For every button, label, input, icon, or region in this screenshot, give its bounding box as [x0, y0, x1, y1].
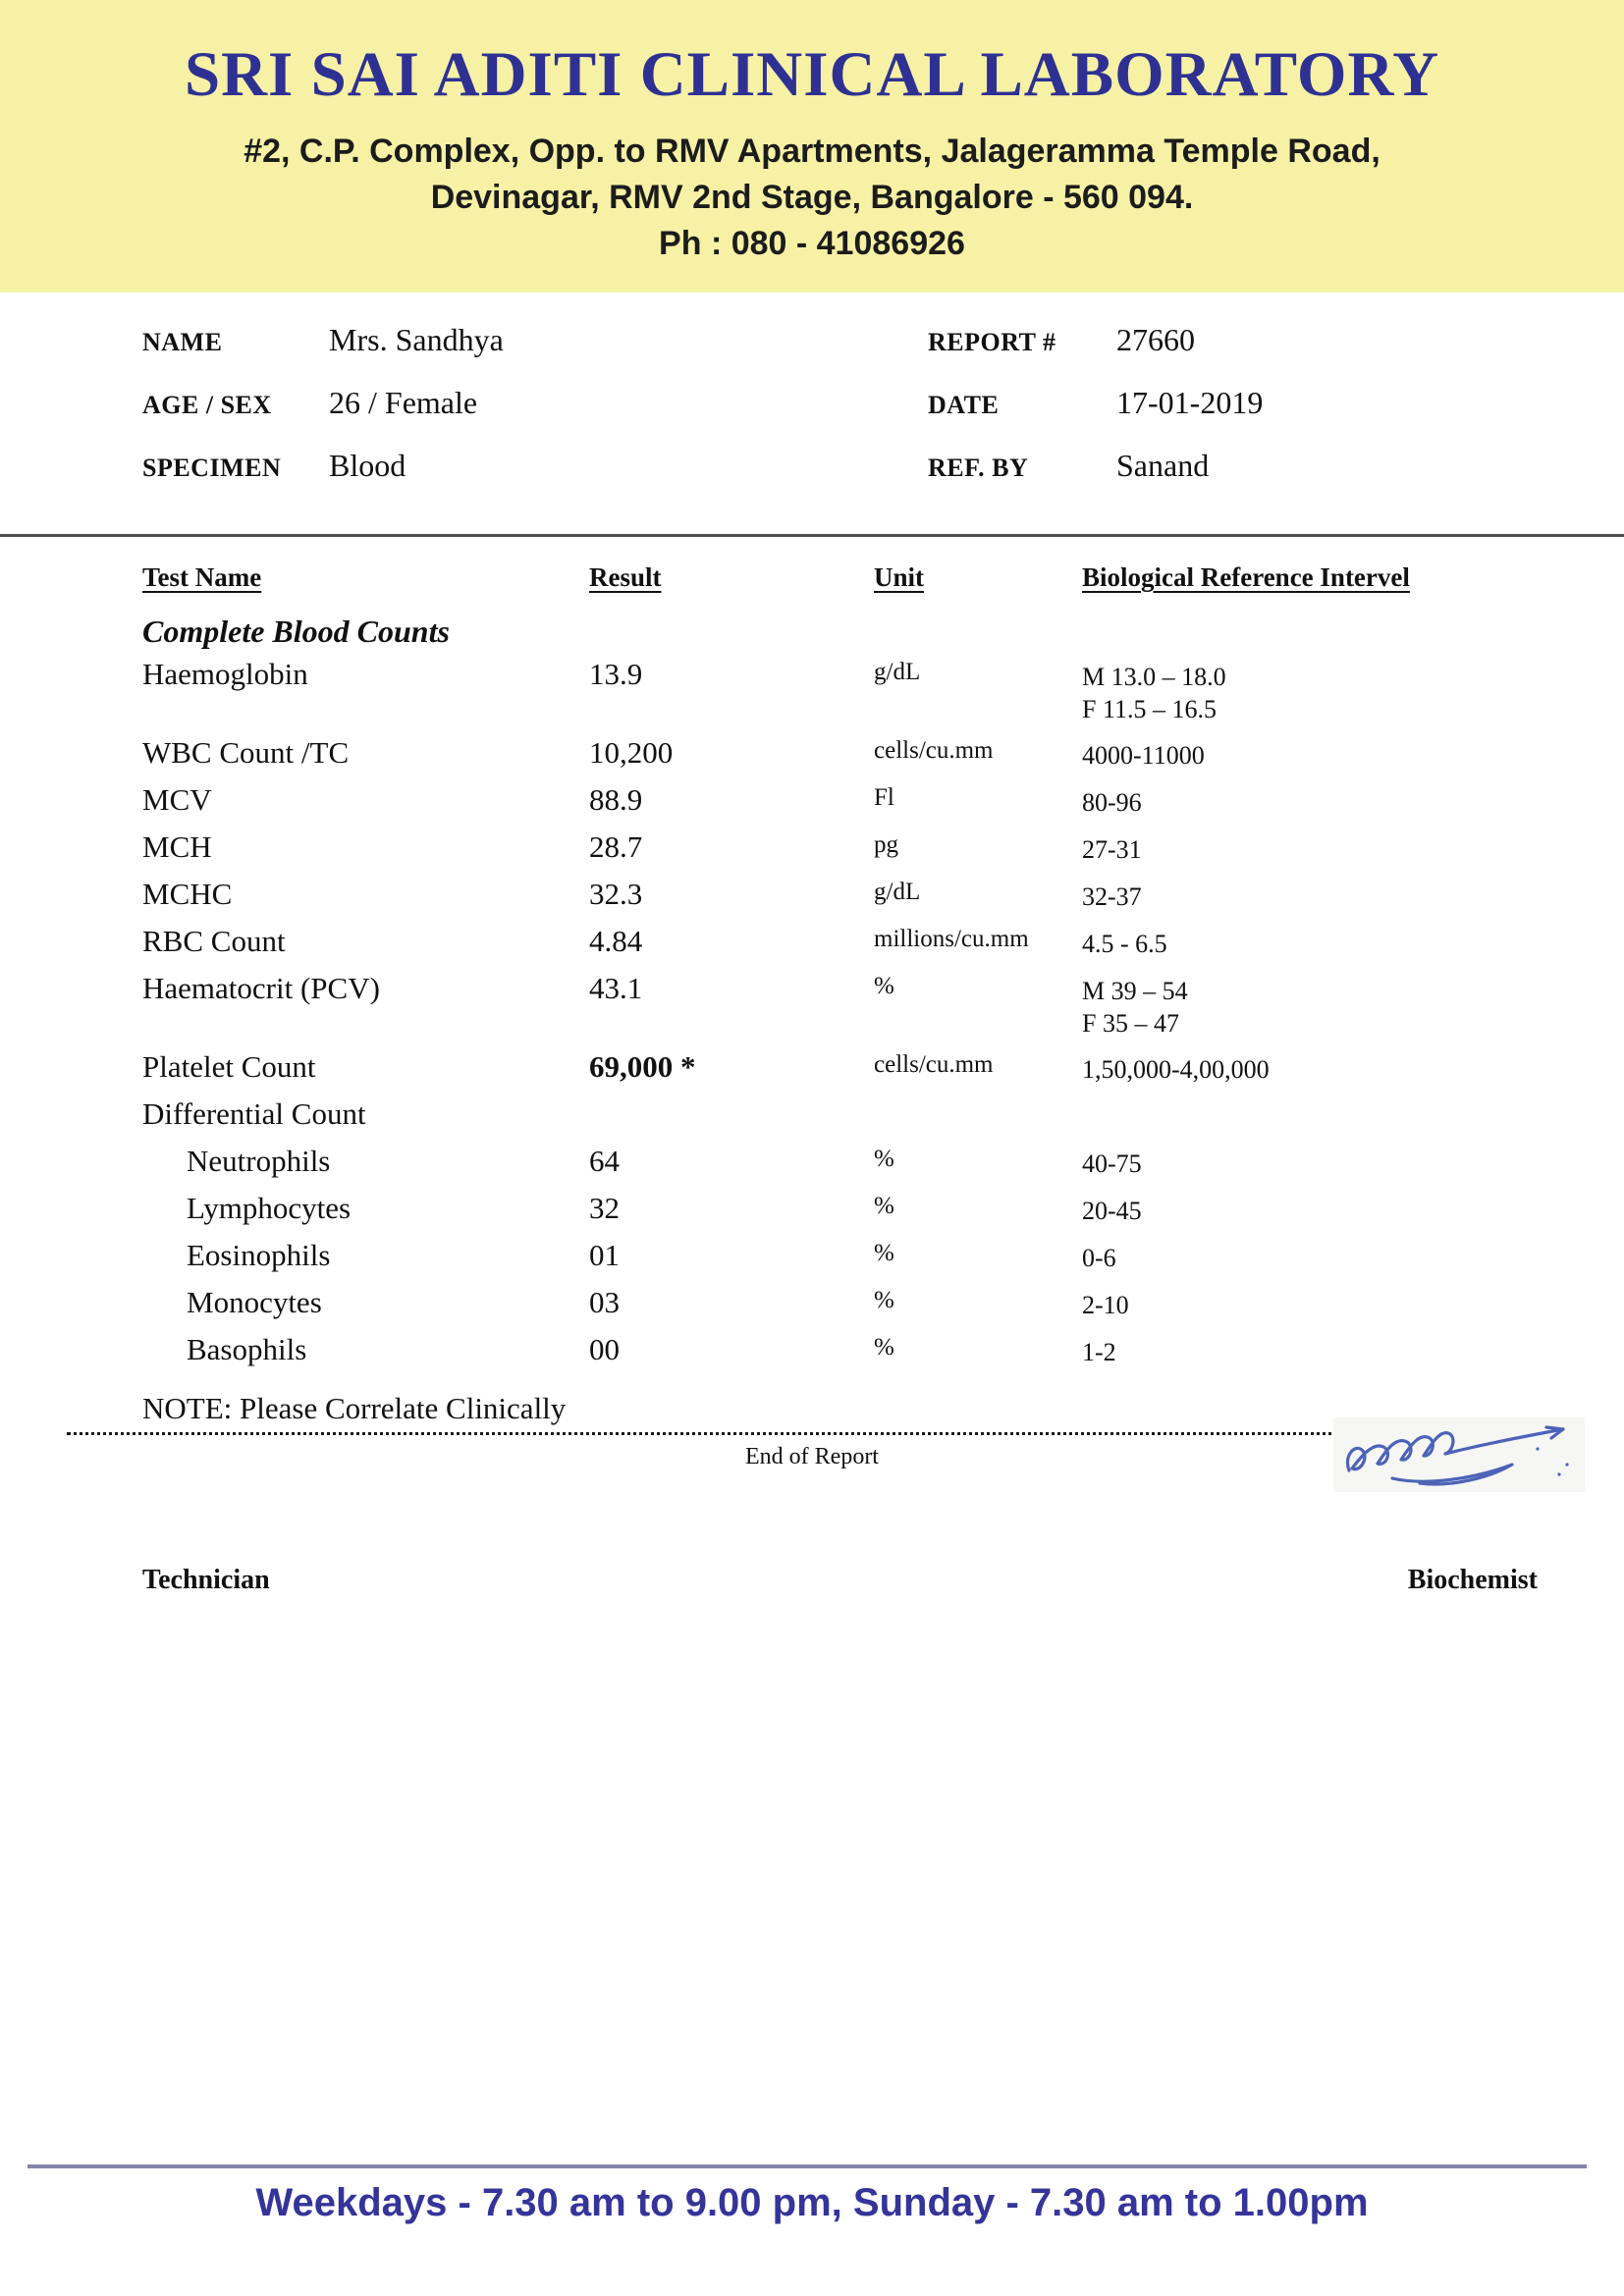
lab-address	[0, 129, 1624, 267]
lab-name: SRI SAI ADITI CLINICAL LABORATORY	[184, 39, 1440, 110]
col-header-unit: Unit	[874, 562, 925, 592]
test-result: 88.9	[589, 782, 643, 817]
test-name: Monocytes	[187, 1285, 322, 1319]
test-name: WBC Count /TC	[142, 735, 350, 770]
test-unit: %	[874, 1334, 894, 1361]
col-header-result: Result	[589, 562, 662, 592]
test-unit: %	[874, 1240, 894, 1266]
date-value: 17-01-2019	[1116, 385, 1264, 420]
header-divider	[0, 534, 1624, 537]
test-reference: 4.5 - 6.5	[1082, 930, 1167, 958]
test-unit: %	[874, 1193, 894, 1219]
report-number-value: 27660	[1116, 322, 1195, 357]
test-name: Lymphocytes	[187, 1191, 352, 1225]
test-reference	[1082, 657, 1585, 725]
specimen-value: Blood	[329, 448, 406, 483]
test-result: 32.3	[589, 877, 643, 911]
test-reference: 20-45	[1082, 1197, 1142, 1225]
test-unit: Fl	[874, 784, 894, 811]
test-reference: 80-96	[1082, 788, 1142, 817]
table-header-row	[0, 562, 1624, 614]
col-header-test-name: Test Name	[142, 562, 262, 592]
test-name: Haemoglobin	[142, 657, 308, 691]
age-sex-label: AGE / SEX	[142, 391, 272, 419]
reference-line-2: F 35 – 47	[1082, 1008, 1179, 1038]
test-result: 32	[589, 1191, 620, 1225]
signature-scribble-icon	[1333, 1417, 1585, 1492]
table-row	[0, 1238, 1624, 1285]
test-result: 43.1	[589, 971, 643, 1005]
test-unit: g/dL	[874, 659, 921, 685]
signature-area	[1333, 1417, 1585, 1492]
clinical-note: NOTE: Please Correlate Clinically	[142, 1391, 567, 1425]
test-unit: %	[874, 1287, 894, 1313]
section-title: Complete Blood Counts	[142, 614, 450, 649]
report-number-label: REPORT #	[928, 328, 1056, 356]
test-reference: 1-2	[1082, 1338, 1116, 1366]
test-reference: 0-6	[1082, 1244, 1116, 1272]
footer-divider	[27, 2164, 1587, 2168]
table-row	[0, 924, 1624, 971]
section-row	[0, 614, 1624, 657]
test-unit: %	[874, 1146, 894, 1172]
patient-info-block	[0, 322, 1624, 510]
test-unit: cells/cu.mm	[874, 1051, 994, 1078]
test-reference: 27-31	[1082, 835, 1142, 864]
age-sex-value: 26 / Female	[329, 385, 478, 420]
test-name: RBC Count	[142, 924, 286, 958]
test-reference: 4000-11000	[1082, 741, 1205, 770]
patient-row-2	[0, 385, 1624, 448]
table-row	[0, 1096, 1624, 1144]
end-of-report-label: End of Report	[745, 1444, 879, 1469]
test-name: Neutrophils	[187, 1144, 331, 1178]
table-row	[0, 782, 1624, 829]
patient-row-1	[0, 322, 1624, 385]
subsection-title: Differential Count	[142, 1096, 366, 1131]
name-label: NAME	[142, 328, 223, 356]
ref-by-label: REF. BY	[928, 454, 1029, 482]
test-name: Basophils	[187, 1332, 307, 1366]
letterhead	[0, 0, 1624, 293]
table-row	[0, 1191, 1624, 1238]
reference-line-1: M 13.0 – 18.0	[1082, 663, 1226, 691]
test-result: 13.9	[589, 657, 643, 691]
test-result: 4.84	[589, 924, 643, 958]
test-unit: g/dL	[874, 879, 921, 905]
test-reference	[1082, 971, 1585, 1040]
col-header-reference: Biological Reference Intervel	[1082, 562, 1410, 592]
lab-phone: Ph : 080 - 41086926	[659, 224, 965, 262]
table-row	[0, 1332, 1624, 1379]
table-row	[0, 877, 1624, 924]
specimen-label: SPECIMEN	[142, 454, 282, 482]
test-result: 28.7	[589, 829, 643, 864]
test-name: MCV	[142, 782, 212, 817]
biochemist-label: Biochemist	[1407, 1565, 1538, 1595]
lab-address-line1: #2, C.P. Complex, Opp. to RMV Apartments, Jalageramma Temple Road,	[244, 133, 1380, 170]
test-reference: 1,50,000-4,00,000	[1082, 1055, 1270, 1084]
test-name: MCH	[142, 829, 212, 864]
test-reference: 40-75	[1082, 1149, 1142, 1178]
test-reference: 32-37	[1082, 882, 1142, 911]
test-name: MCHC	[142, 877, 233, 911]
test-unit: pg	[874, 831, 898, 858]
table-row	[0, 1285, 1624, 1332]
test-result: 00	[589, 1332, 620, 1366]
table-row	[0, 1049, 1624, 1096]
test-name: Platelet Count	[142, 1049, 316, 1084]
test-name: Eosinophils	[187, 1238, 331, 1272]
working-hours: Weekdays - 7.30 am to 9.00 pm, Sunday - 7.30 am to 1.00pm	[255, 2181, 1369, 2224]
lab-address-line2: Devinagar, RMV 2nd Stage, Bangalore - 560 094.	[430, 178, 1194, 216]
reference-line-1: M 39 – 54	[1082, 977, 1188, 1005]
test-unit: cells/cu.mm	[874, 737, 994, 764]
test-reference: 2-10	[1082, 1291, 1129, 1319]
test-result: 03	[589, 1285, 620, 1319]
signoff-row	[0, 1565, 1624, 1596]
patient-row-3	[0, 448, 1624, 510]
test-unit: millions/cu.mm	[874, 926, 1029, 952]
test-unit: %	[874, 973, 894, 999]
test-result-flagged: 69,000 *	[589, 1049, 696, 1084]
test-name: Haematocrit (PCV)	[142, 971, 380, 1005]
table-row	[0, 657, 1624, 735]
test-result: 64	[589, 1144, 620, 1178]
reference-line-2: F 11.5 – 16.5	[1082, 694, 1217, 723]
table-row	[0, 735, 1624, 782]
technician-label: Technician	[142, 1565, 270, 1595]
date-label: DATE	[928, 391, 1000, 419]
ref-by-value: Sanand	[1116, 448, 1210, 483]
test-result: 01	[589, 1238, 620, 1272]
patient-name-value: Mrs. Sandhya	[329, 322, 504, 357]
table-row	[0, 829, 1624, 877]
table-row	[0, 1144, 1624, 1191]
table-row	[0, 971, 1624, 1049]
test-result: 10,200	[589, 735, 674, 770]
